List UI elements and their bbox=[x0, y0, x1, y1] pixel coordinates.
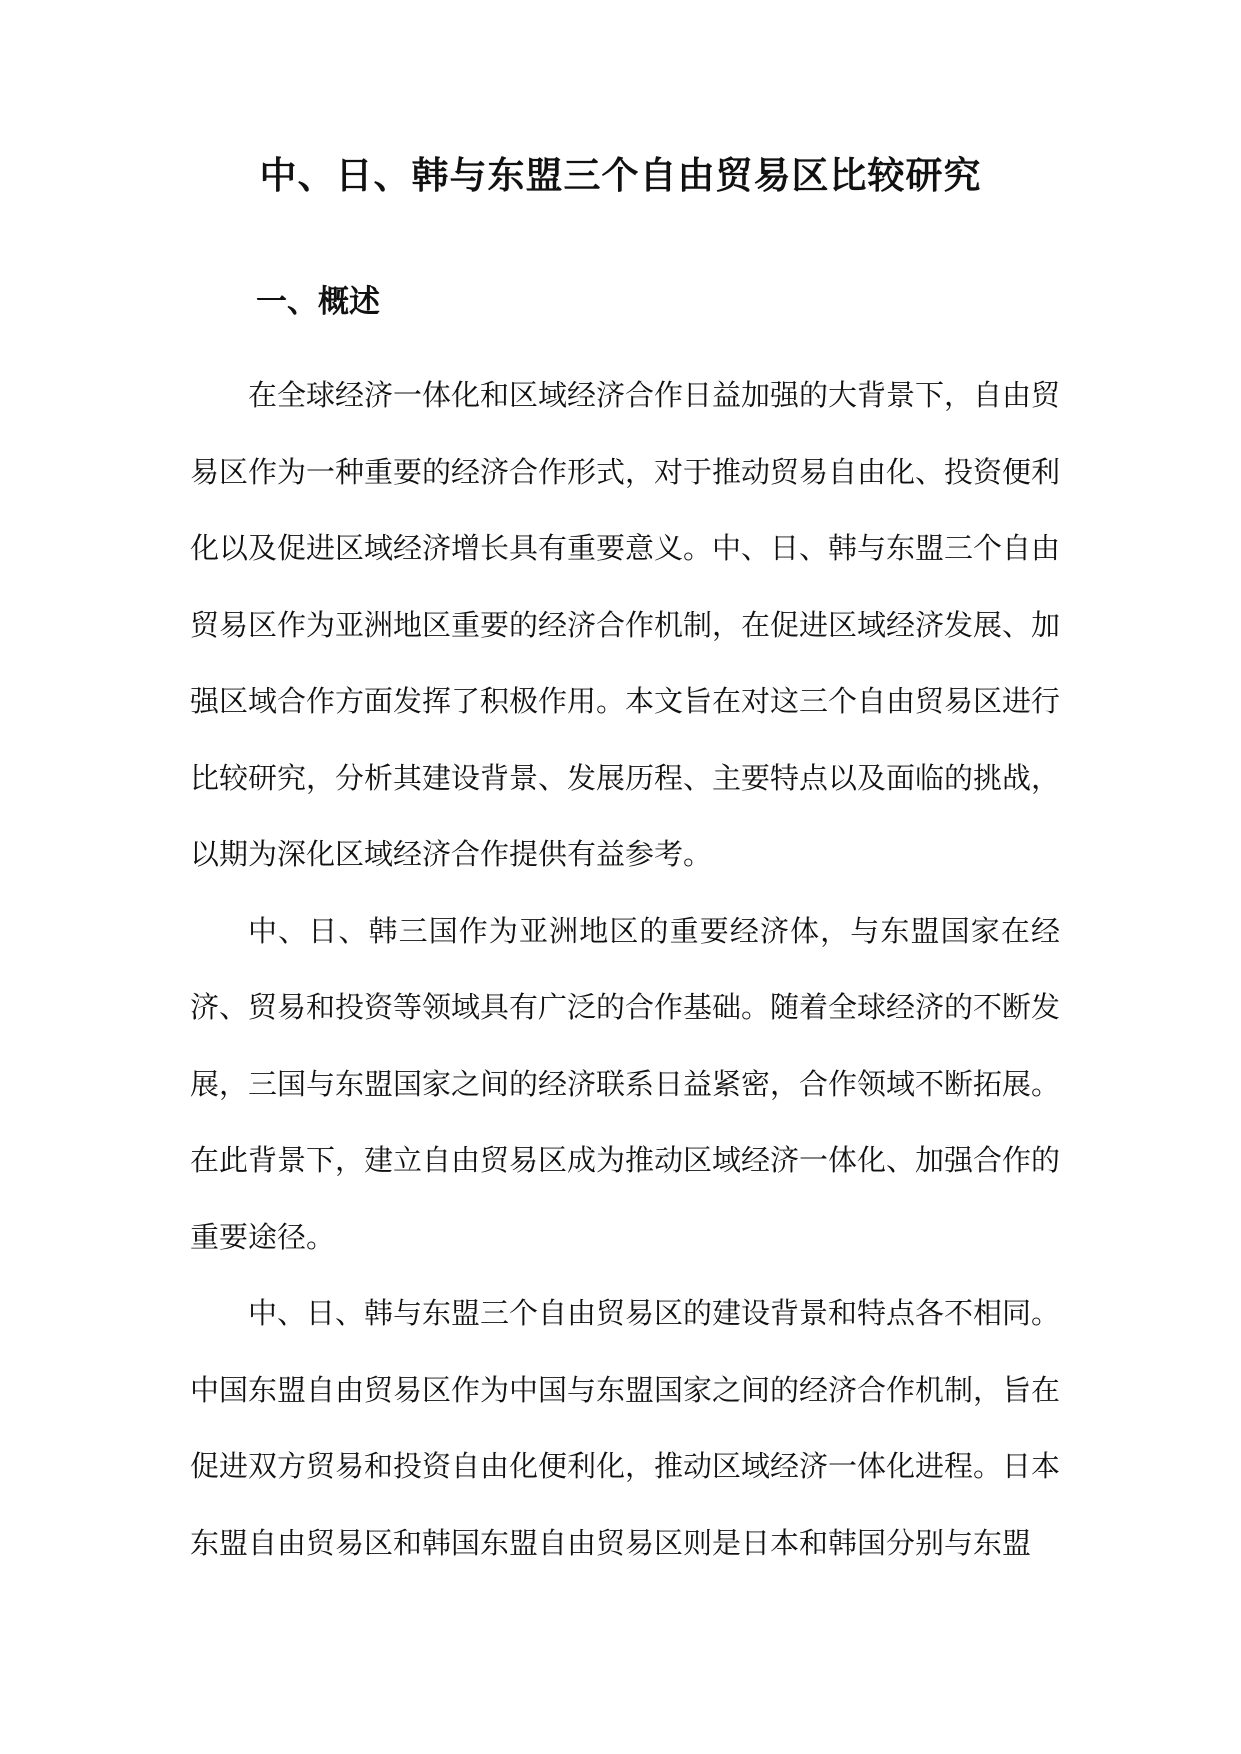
paragraph-3: 中、日、韩与东盟三个自由贸易区的建设背景和特点各不相同。中国东盟自由贸易区作为中国与东盟国家之间的经济合作机制，旨在促进双方贸易和投资自由化便利化，推动区域经济一体化进程。日本东盟自由贸易区和韩国东盟自由贸易区则是日本和韩国分别与东盟 bbox=[190, 1296, 1061, 1560]
paragraph-1: 在全球经济一体化和区域经济合作日益加强的大背景下，自由贸易区作为一种重要的经济合作形式，对于推动贸易自由化、投资便利化以及促进区域经济增长具有重要意义。中、日、韩与东盟三个自由贸易区作为亚洲地区重要的经济合作机制，在促进区域经济发展、加强区域合作方面发挥了积极作用。本文旨在对这三个自由贸易区进行比较研究，分析其建设背景、发展历程、主要特点以及面临的挑战，以期为深化区域经济合作提供有益参考。 bbox=[190, 378, 1061, 871]
document-body bbox=[190, 357, 1060, 1581]
paragraph-2: 中、日、韩三国作为亚洲地区的重要经济体，与东盟国家在经济、贸易和投资等领域具有广泛的合作基础。随着全球经济的不断发展，三国与东盟国家之间的经济联系日益紧密，合作领域不断拓展。在此背景下，建立自由贸易区成为推动区域经济一体化、加强合作的重要途径。 bbox=[190, 913, 1061, 1254]
section-heading: 一、概述 bbox=[256, 284, 380, 320]
document-title: 中、日、韩与东盟三个自由贸易区比较研究 bbox=[259, 153, 982, 197]
